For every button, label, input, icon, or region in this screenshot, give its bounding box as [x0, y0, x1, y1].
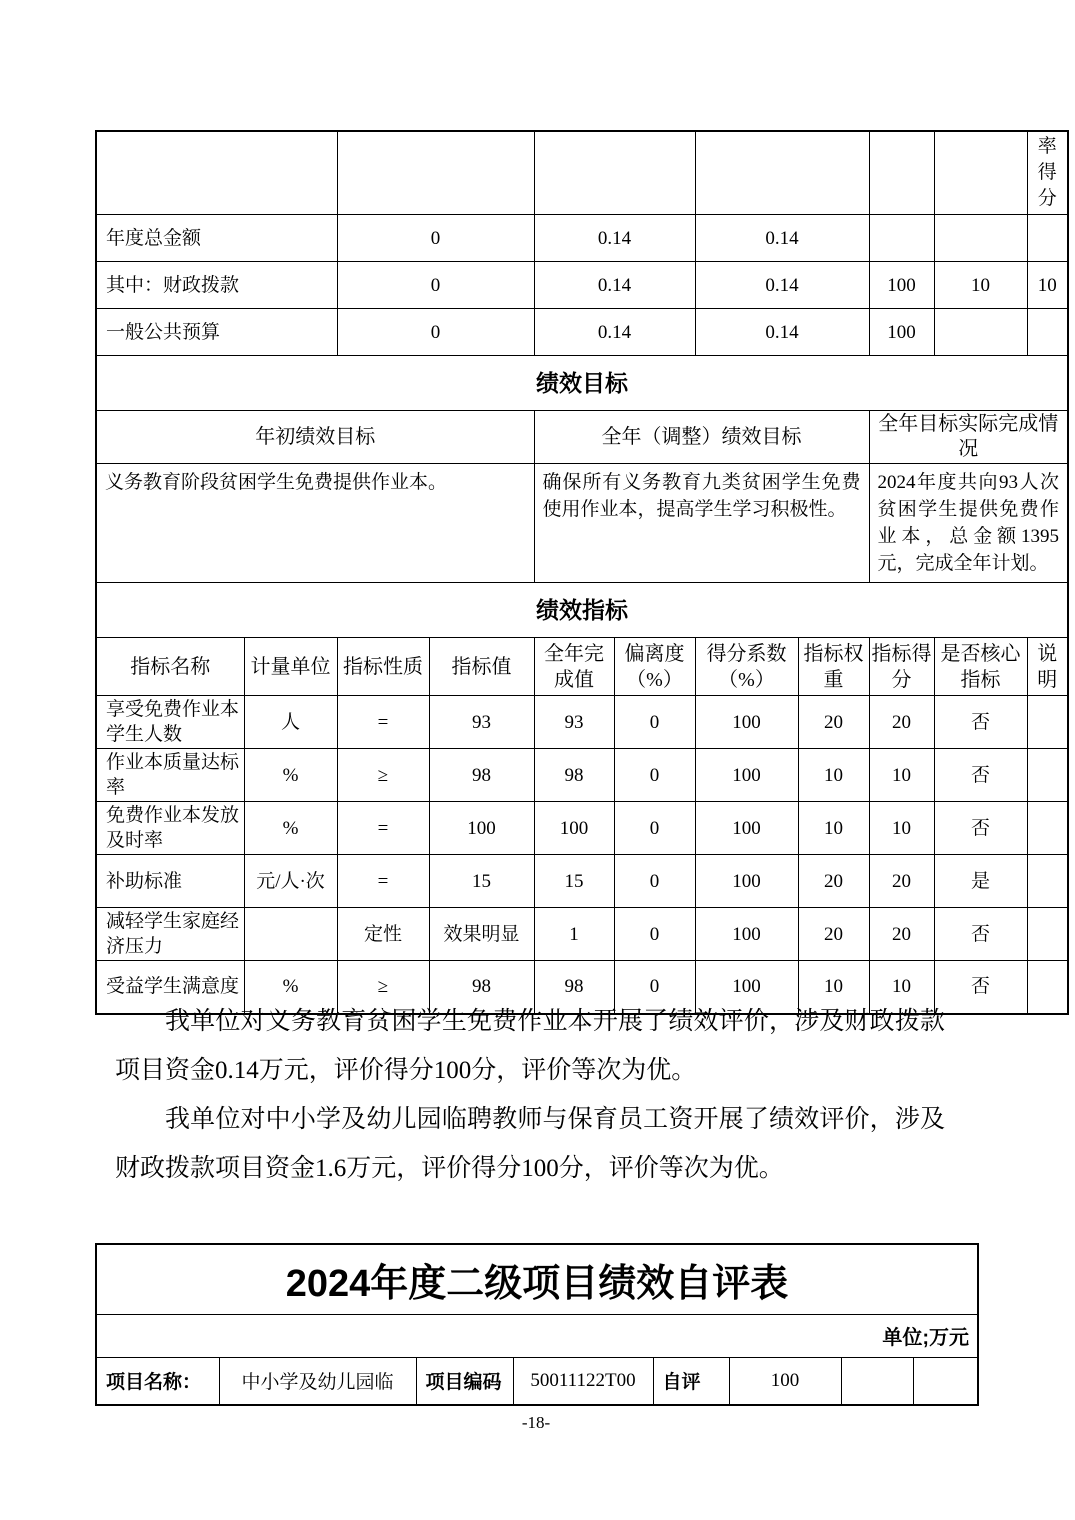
cell-project-code-value: 50011122T00: [513, 1357, 653, 1405]
cell-value: 10: [1027, 262, 1068, 309]
cell-core-flag: 否: [934, 802, 1027, 855]
cell-value: 0: [337, 309, 534, 356]
cell-row-label: 年度总金额: [96, 215, 337, 262]
cell-nature: =: [337, 802, 429, 855]
cell-col-header: 指标得分: [869, 638, 934, 696]
cell-score: 10: [869, 802, 934, 855]
cell-completed-value: 98: [534, 749, 614, 802]
cell-value: 100: [869, 309, 934, 356]
cell-rate-score-header: 率得分: [1027, 131, 1068, 215]
cell-row-label: 其中：财政拨款: [96, 262, 337, 309]
goals-title-row: [96, 356, 1068, 411]
cell-nature: ≥: [337, 749, 429, 802]
cell-score: 20: [869, 696, 934, 749]
cell-weight: 20: [798, 908, 869, 961]
cell-score-coefficient: 100: [695, 855, 798, 908]
carryover-row-annual-total: [96, 215, 1068, 262]
cell-indicator-name: 减轻学生家庭经济压力: [96, 908, 244, 961]
cell-value: 0.14: [695, 262, 869, 309]
cell-empty: [841, 1357, 913, 1405]
cell-deviation: 0: [614, 696, 695, 749]
cell-value: [1027, 215, 1068, 262]
cell-indicator-name: 免费作业本发放及时率: [96, 802, 244, 855]
cell-nature: =: [337, 696, 429, 749]
indicators-title-row: [96, 583, 1068, 638]
cell-deviation: 0: [614, 749, 695, 802]
cell-target-value: 效果明显: [429, 908, 534, 961]
cell-deviation: 0: [614, 855, 695, 908]
cell-indicator-name: 作业本质量达标率: [96, 749, 244, 802]
carryover-header-row: [96, 131, 1068, 215]
cell-core-flag: 否: [934, 961, 1027, 1014]
cell-col-header: 是否核心指标: [934, 638, 1027, 696]
cell-unit: 人: [244, 696, 337, 749]
indicator-row: [96, 749, 1068, 802]
cell-col-header: 指标性质: [337, 638, 429, 696]
cell-completed-value: 100: [534, 802, 614, 855]
cell-indicator-name: 补助标准: [96, 855, 244, 908]
cell-weight: 10: [798, 961, 869, 1014]
cell-score-coefficient: 100: [695, 961, 798, 1014]
cell-project-name-label: 项目名称：: [96, 1357, 219, 1405]
cell-weight: 20: [798, 855, 869, 908]
cell-goals-col-initial: 年初绩效目标: [96, 411, 534, 464]
cell-goal-adjusted: 确保所有义务教育九类贫困学生免费使用作业本，提高学生学习积极性。: [534, 464, 869, 583]
cell-value: 100: [869, 262, 934, 309]
summary-text: [115, 997, 945, 1193]
cell-value: 0.14: [695, 215, 869, 262]
cell-nature: =: [337, 855, 429, 908]
cell-weight: 10: [798, 749, 869, 802]
cell-value: 0.14: [534, 215, 695, 262]
cell-self-eval-label: 自评: [653, 1357, 729, 1405]
cell-unit: %: [244, 749, 337, 802]
cell-core-flag: 否: [934, 696, 1027, 749]
cell-value: [1027, 309, 1068, 356]
cell-note: [1027, 908, 1068, 961]
cell-score: 10: [869, 749, 934, 802]
cell-nature: 定性: [337, 908, 429, 961]
goals-header-row: [96, 411, 1068, 464]
cell-unit: %: [244, 802, 337, 855]
cell-target-value: 98: [429, 749, 534, 802]
cell-indicator-name: 享受免费作业本学生人数: [96, 696, 244, 749]
cell-completed-value: 98: [534, 961, 614, 1014]
cell-score-coefficient: 100: [695, 749, 798, 802]
cell-score: 10: [869, 961, 934, 1014]
cell-core-flag: 否: [934, 749, 1027, 802]
page-number: -18-: [521, 1413, 551, 1432]
carryover-row-fiscal-appropriation: [96, 262, 1068, 309]
project-info-row: [96, 1357, 978, 1405]
cell-core-flag: 是: [934, 855, 1027, 908]
cell-col-header: 全年完成值: [534, 638, 614, 696]
cell-completed-value: 93: [534, 696, 614, 749]
indicator-row: [96, 908, 1068, 961]
cell-target-value: 93: [429, 696, 534, 749]
cell-value: [934, 309, 1027, 356]
cell-note: [1027, 855, 1068, 908]
cell-value: 0: [337, 262, 534, 309]
cell-self-eval-score: 100: [729, 1357, 841, 1405]
cell-unit: %: [244, 961, 337, 1014]
cell-weight: 10: [798, 802, 869, 855]
cell-goals-col-adjusted: 全年（调整）绩效目标: [534, 411, 869, 464]
cell-row-label: 一般公共预算: [96, 309, 337, 356]
cell-col-header: 指标名称: [96, 638, 244, 696]
performance-self-evaluation-table: [95, 130, 1069, 1015]
cell-value: [869, 215, 934, 262]
cell-value: 0.14: [695, 309, 869, 356]
cell-score-coefficient: 100: [695, 908, 798, 961]
indicator-row: [96, 855, 1068, 908]
indicators-header-row: [96, 638, 1068, 696]
summary-paragraph-1: 我单位对义务教育贫困学生免费作业本开展了绩效评价，涉及财政拨款项目资金0.14万元，评价得分100分，评价等次为优。: [115, 1008, 945, 1084]
indicator-row: [96, 696, 1068, 749]
cell-target-value: 15: [429, 855, 534, 908]
cell-col-header: 指标权重: [798, 638, 869, 696]
cell-col-header: 偏离度（%）: [614, 638, 695, 696]
cell-core-flag: 否: [934, 908, 1027, 961]
cell-note: [1027, 961, 1068, 1014]
cell-deviation: 0: [614, 908, 695, 961]
cell-value: 10: [934, 262, 1027, 309]
goals-content-row: [96, 464, 1068, 583]
cell-note: [1027, 749, 1068, 802]
cell-score-coefficient: 100: [695, 696, 798, 749]
cell-score: 20: [869, 908, 934, 961]
cell-score: 20: [869, 855, 934, 908]
cell-score-coefficient: 100: [695, 802, 798, 855]
cell-target-value: 98: [429, 961, 534, 1014]
cell-note: [1027, 802, 1068, 855]
cell-completed-value: 15: [534, 855, 614, 908]
cell-deviation: 0: [614, 961, 695, 1014]
cell-col-header: 计量单位: [244, 638, 337, 696]
cell-goals-col-actual: 全年目标实际完成情况: [869, 411, 1068, 464]
cell-indicator-name: 受益学生满意度: [96, 961, 244, 1014]
cell-empty: [934, 131, 1027, 215]
level2-project-self-eval-table: [95, 1243, 979, 1406]
cell-unit: [244, 908, 337, 961]
cell-value: 0.14: [534, 309, 695, 356]
cell-completed-value: 1: [534, 908, 614, 961]
goals-section-title: 绩效目标: [96, 356, 1068, 411]
unit-note-row: [96, 1314, 978, 1357]
cell-goal-initial: 义务教育阶段贫困学生免费提供作业本。: [96, 464, 534, 583]
indicators-section-title: 绩效指标: [96, 583, 1068, 638]
cell-empty: [695, 131, 869, 215]
cell-col-header: 说明: [1027, 638, 1068, 696]
cell-col-header: 指标值: [429, 638, 534, 696]
self-eval-title-row: [96, 1244, 978, 1314]
indicator-row: [96, 802, 1068, 855]
cell-goal-actual: 2024年度共向93人次贫困学生提供免费作业本，总金额1395元，完成全年计划。: [869, 464, 1068, 583]
cell-empty: [337, 131, 534, 215]
cell-empty: [913, 1357, 978, 1405]
carryover-row-general-public-budget: [96, 309, 1068, 356]
cell-value: 0.14: [534, 262, 695, 309]
cell-empty: [96, 131, 337, 215]
cell-project-name-value: 中小学及幼儿园临: [219, 1357, 416, 1405]
self-eval-table-title: 2024年度二级项目绩效自评表: [96, 1244, 978, 1314]
cell-unit: 元/人·次: [244, 855, 337, 908]
cell-col-header: 得分系数（%）: [695, 638, 798, 696]
cell-note: [1027, 696, 1068, 749]
cell-value: [934, 215, 1027, 262]
cell-weight: 20: [798, 696, 869, 749]
cell-target-value: 100: [429, 802, 534, 855]
cell-deviation: 0: [614, 802, 695, 855]
cell-empty: [534, 131, 695, 215]
unit-note: 单位;万元: [96, 1314, 978, 1357]
cell-project-code-label: 项目编码: [416, 1357, 513, 1405]
cell-value: 0: [337, 215, 534, 262]
cell-nature: ≥: [337, 961, 429, 1014]
cell-empty: [869, 131, 934, 215]
summary-paragraph-2: 我单位对中小学及幼儿园临聘教师与保育员工资开展了绩效评价，涉及财政拨款项目资金1.6万元，评价得分100分，评价等次为优。: [115, 1106, 945, 1182]
